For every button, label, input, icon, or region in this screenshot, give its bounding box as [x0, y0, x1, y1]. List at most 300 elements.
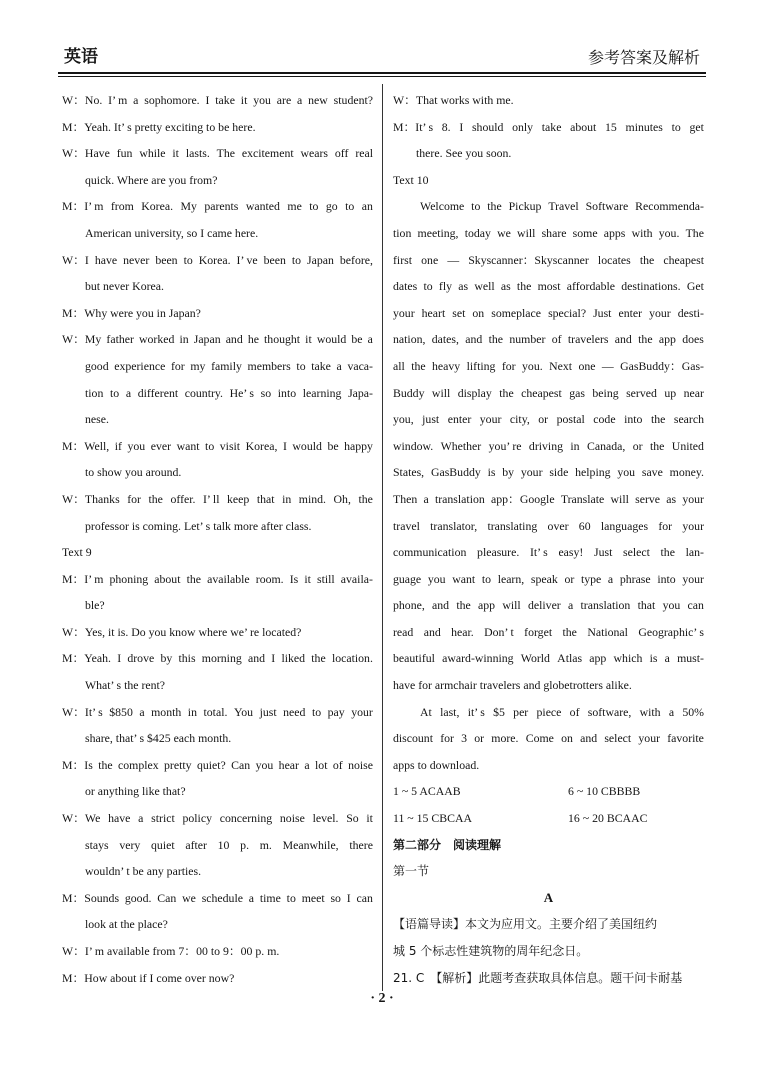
word: Geographic’ s	[638, 624, 704, 639]
word: Meanwhile,	[282, 837, 339, 852]
word: some	[572, 225, 598, 240]
word: into	[277, 385, 297, 400]
word: offer.	[170, 491, 196, 506]
word: can	[356, 890, 373, 905]
word: Japan	[307, 252, 334, 267]
word: side	[549, 465, 569, 480]
paragraph-line	[393, 247, 704, 274]
word: Pickup	[508, 199, 542, 214]
word: M：I’ m	[62, 199, 104, 214]
word: the	[358, 491, 373, 506]
word: on	[561, 731, 573, 746]
word: a	[139, 704, 145, 719]
word: excitement	[241, 146, 294, 161]
word: I	[459, 119, 464, 134]
word: would	[292, 438, 322, 453]
word: must-	[677, 651, 704, 666]
word: which	[613, 651, 643, 666]
dialogue-line: quick. Where are you from?	[85, 172, 218, 187]
word: number	[509, 332, 546, 347]
word: fun	[116, 146, 133, 161]
word: you	[662, 598, 681, 613]
word: or	[538, 412, 549, 427]
word: M：Sounds	[62, 890, 120, 905]
word: thought	[264, 332, 301, 347]
word: that	[256, 491, 275, 506]
word: It’ s	[529, 545, 548, 560]
word: if	[114, 438, 122, 453]
word: phoning	[109, 571, 149, 586]
word: take	[541, 119, 562, 134]
word: your	[649, 305, 671, 320]
word: favorite	[667, 731, 704, 746]
word: get	[689, 119, 704, 134]
word: My	[180, 199, 197, 214]
word: heart	[421, 305, 446, 320]
word: a	[367, 332, 373, 347]
word: translator,	[430, 518, 478, 533]
word: apps	[603, 225, 626, 240]
word: that	[637, 598, 656, 613]
word: the	[639, 252, 655, 267]
word: translating	[487, 518, 538, 533]
word: availa-	[340, 571, 373, 586]
word: At	[420, 704, 432, 719]
word: Korea.	[141, 199, 174, 214]
word: month	[151, 704, 182, 719]
word: into	[624, 412, 643, 427]
word: M：I’ m	[62, 571, 104, 586]
word: M：Is	[62, 757, 93, 772]
word: affordable	[566, 279, 616, 294]
word: Get	[686, 279, 704, 294]
answer-group: 6 ~ 10 CBBBB	[568, 784, 641, 799]
word: I’ m	[108, 93, 128, 107]
word: to	[110, 385, 120, 400]
dialogue-line	[62, 486, 373, 513]
word: pleasure.	[477, 545, 520, 560]
word: been	[155, 252, 178, 267]
word: time	[259, 890, 281, 905]
word: with	[631, 225, 653, 240]
word: dates,	[431, 332, 459, 347]
word: all	[393, 358, 405, 373]
word: want	[176, 438, 200, 453]
word: very	[119, 837, 141, 852]
word: search	[673, 412, 704, 427]
word: is	[487, 465, 496, 480]
word: to	[291, 252, 302, 267]
word: for	[170, 358, 185, 373]
word: M：It’ s	[393, 119, 434, 134]
word: 8.	[441, 119, 451, 134]
word: someplace	[491, 305, 542, 320]
word: it’ s	[467, 704, 485, 719]
dialogue-line	[62, 566, 373, 593]
word: members	[247, 358, 291, 373]
word: by	[502, 465, 515, 480]
dialogue-line: nese.	[85, 412, 109, 427]
word: I’ ll	[203, 491, 220, 506]
answer-row	[393, 778, 704, 805]
word: Can	[157, 890, 177, 905]
word: a	[138, 811, 144, 826]
word: and	[225, 332, 243, 347]
word: policy	[182, 811, 212, 826]
word: over	[547, 518, 569, 533]
word: would	[316, 332, 347, 347]
word: 50%	[682, 704, 704, 719]
passage-guide-line: 城 5 个标志性建筑物的周年纪念日。	[393, 944, 589, 958]
word: United	[671, 438, 704, 453]
word: a	[607, 571, 614, 586]
word: noise	[348, 757, 373, 772]
word: to	[296, 358, 306, 373]
word: as	[458, 279, 469, 294]
word: select	[604, 731, 632, 746]
passage-guide-line: 【语篇导读】本文为应用文。主要介绍了美国纽约	[393, 917, 658, 932]
paragraph-line	[393, 459, 704, 486]
word: W：My	[62, 332, 102, 347]
dialogue-line	[62, 752, 373, 779]
word: so	[330, 890, 341, 905]
word: about	[570, 119, 597, 134]
word: W：Have	[62, 146, 110, 161]
word: a	[568, 598, 574, 613]
word: Next	[549, 358, 573, 373]
word: been	[263, 252, 286, 267]
word: family	[211, 358, 242, 373]
dialogue-line: W：That works with me.	[393, 93, 514, 107]
word: software,	[587, 704, 632, 719]
text-heading: Text 9	[62, 545, 92, 560]
part-heading: 第二部分 阅读理解	[393, 837, 502, 852]
word: the	[638, 332, 653, 347]
word: should	[471, 119, 504, 134]
word: worked	[139, 332, 175, 347]
word: The	[216, 146, 235, 161]
word: still	[317, 571, 335, 586]
word: and	[580, 731, 598, 746]
paragraph-line	[393, 433, 704, 460]
word: Software	[585, 199, 629, 214]
word: of	[551, 332, 562, 347]
paragraph-line	[393, 326, 704, 353]
word: in	[187, 704, 197, 719]
word: and	[423, 624, 441, 639]
word: $850	[109, 704, 133, 719]
word: you,	[393, 412, 414, 427]
dialogue-line	[62, 699, 373, 726]
word: never	[123, 252, 150, 267]
word: Travel	[548, 199, 579, 214]
word: as	[666, 491, 677, 506]
word: student?	[333, 93, 373, 107]
word: —	[601, 358, 614, 373]
word: a	[664, 651, 670, 666]
word: quiet?	[196, 757, 226, 772]
word: you	[617, 465, 636, 480]
word: 60	[578, 518, 591, 533]
dialogue-line: there. See you soon.	[416, 146, 512, 161]
dialogue-line: M：Why were you in Japan?	[62, 305, 201, 320]
word: I’ ve	[236, 252, 258, 267]
word: hear	[278, 757, 299, 772]
word: parents	[204, 199, 239, 214]
word: you	[427, 571, 446, 586]
word: are	[276, 93, 292, 107]
word: learning	[302, 385, 342, 400]
word: I	[117, 651, 122, 666]
paragraph-line	[393, 220, 704, 247]
word: M：Well,	[62, 438, 110, 453]
word: Don’ t	[484, 624, 514, 639]
dialogue-line	[62, 885, 373, 912]
word: Buddy	[393, 385, 425, 400]
word: your	[682, 571, 704, 586]
word: Korea,	[245, 438, 278, 453]
paragraph-line	[393, 619, 704, 646]
word: most	[537, 279, 561, 294]
word: Welcome	[420, 199, 465, 214]
word: of	[569, 704, 580, 719]
word: vaca-	[347, 358, 373, 373]
word: type	[580, 571, 602, 586]
paragraph-line	[393, 592, 704, 619]
dialogue-line	[393, 114, 704, 141]
word: just	[259, 704, 277, 719]
word: to	[471, 199, 481, 214]
subject-label: 英语	[64, 47, 98, 67]
word: pay	[327, 704, 345, 719]
page-number: · 2 ·	[370, 991, 394, 1006]
word: a	[133, 93, 139, 107]
word: W：Thanks	[62, 491, 120, 506]
word: or	[632, 438, 643, 453]
word: app：Google	[491, 491, 555, 506]
word: World	[520, 651, 550, 666]
paragraph-line	[393, 513, 704, 540]
word: fly	[438, 279, 453, 294]
word: an	[361, 199, 373, 214]
word: a	[668, 704, 675, 719]
word: the	[660, 545, 675, 560]
word: in	[179, 332, 189, 347]
word: GasBuddy：Gas-	[620, 358, 704, 373]
word: app	[478, 598, 496, 613]
word: meeting,	[417, 225, 459, 240]
word: so	[260, 385, 272, 400]
dialogue-line	[62, 805, 373, 832]
word: visit	[219, 438, 241, 453]
word: tion	[393, 225, 412, 240]
dialogue-line: W：Yes, it is. Do you know where we’ re located?	[62, 624, 302, 639]
word: the	[499, 385, 514, 400]
word: happy	[344, 438, 373, 453]
word: to	[423, 279, 433, 294]
word: Oh,	[333, 491, 351, 506]
word: piece	[536, 704, 562, 719]
word: for	[658, 518, 673, 533]
word: noise	[279, 811, 305, 826]
word: lifting	[466, 358, 496, 373]
word: will	[517, 225, 536, 240]
word: mind.	[298, 491, 326, 506]
word: deliver	[527, 598, 561, 613]
word: wears	[300, 146, 329, 161]
word: guage	[393, 571, 422, 586]
word: serve	[635, 491, 661, 506]
word: strict	[151, 811, 175, 826]
word: and	[465, 332, 483, 347]
word: we	[182, 890, 196, 905]
word: morning	[201, 651, 242, 666]
word: the	[649, 438, 665, 453]
word: desti-	[677, 305, 704, 320]
dialogue-line: or anything like that?	[85, 784, 186, 799]
word: award-winning	[442, 651, 514, 666]
word: this	[178, 651, 196, 666]
word: it	[366, 811, 373, 826]
word: just	[422, 412, 440, 427]
word: 15	[605, 119, 617, 134]
word: W：No.	[62, 93, 103, 107]
word: or	[474, 731, 485, 746]
dialogue-line: wouldn’ t be any parties.	[85, 864, 202, 879]
word: served	[626, 385, 657, 400]
word: Then	[393, 491, 418, 506]
word: well	[474, 279, 495, 294]
word: be	[351, 332, 363, 347]
word: off	[334, 146, 349, 161]
passage-label: A	[543, 889, 554, 905]
paragraph-line	[393, 486, 704, 513]
word: Recommenda-	[635, 199, 704, 214]
word: he	[247, 332, 259, 347]
word: to	[311, 704, 322, 719]
answer-group: 16 ~ 20 BCAAC	[568, 811, 648, 826]
word: me	[287, 199, 302, 214]
word: So	[346, 811, 359, 826]
word: enter	[618, 305, 643, 320]
word: States,	[393, 465, 425, 480]
word: my	[190, 358, 206, 373]
word: phone,	[393, 598, 425, 613]
word: the	[186, 571, 201, 586]
word: it	[240, 93, 248, 107]
dialogue-line: professor is coming. Let’ s talk more after class.	[85, 518, 312, 533]
word: driving	[528, 438, 563, 453]
word: total.	[203, 704, 228, 719]
word: the	[98, 757, 113, 772]
dialogue-line	[62, 140, 373, 167]
word: the	[487, 199, 502, 214]
word: Atlas	[557, 651, 583, 666]
paragraph-line	[393, 699, 704, 726]
word: you	[127, 438, 146, 453]
word: languages	[600, 518, 649, 533]
word: you	[255, 757, 274, 772]
word: will	[431, 385, 451, 400]
word: meet	[301, 890, 325, 905]
paragraph-line	[393, 539, 704, 566]
word: it	[304, 571, 311, 586]
paragraph-line	[393, 725, 704, 752]
word: country.	[184, 385, 223, 400]
word: is	[649, 651, 658, 666]
word: Canada,	[587, 438, 626, 453]
word: last,	[440, 704, 460, 719]
word: your	[638, 731, 661, 746]
dialogue-line	[62, 87, 373, 114]
word: liked	[281, 651, 306, 666]
word: discount	[393, 731, 433, 746]
word: about	[154, 571, 181, 586]
word: one	[421, 252, 439, 267]
word: nation,	[393, 332, 426, 347]
word: app	[589, 651, 607, 666]
paragraph-line	[393, 273, 704, 300]
word: speak	[530, 571, 558, 586]
word: a	[297, 93, 303, 107]
word: have	[94, 252, 118, 267]
word: I	[271, 651, 276, 666]
dialogue-line	[62, 353, 373, 380]
word: and	[432, 598, 450, 613]
word: can	[687, 598, 704, 613]
paragraph-line: apps to download.	[393, 757, 480, 772]
word: be	[327, 438, 339, 453]
word: there	[349, 837, 373, 852]
header-rule-thin	[58, 76, 706, 77]
word: beautiful	[393, 651, 435, 666]
word: being	[592, 385, 619, 400]
word: your	[682, 518, 704, 533]
dialogue-line: American university, so I came here.	[85, 225, 259, 240]
word: easy!	[558, 545, 584, 560]
word: stays	[85, 837, 109, 852]
word: of	[332, 757, 343, 772]
word: cheapest	[663, 252, 704, 267]
dialogue-line: ble?	[85, 598, 105, 613]
word: Can	[231, 757, 251, 772]
word: need	[283, 704, 306, 719]
word: window.	[393, 438, 434, 453]
word: pretty	[164, 757, 192, 772]
word: first	[393, 252, 413, 267]
word: sophomore.	[144, 93, 200, 107]
word: app	[658, 332, 676, 347]
word: a	[248, 890, 255, 905]
word: heavy	[432, 358, 461, 373]
word: to	[309, 199, 319, 214]
word: for	[127, 491, 141, 506]
word: He’ s	[229, 385, 254, 400]
word: share	[541, 225, 567, 240]
word: before,	[339, 252, 373, 267]
word: display	[457, 385, 492, 400]
word: the	[456, 598, 471, 613]
word: m.	[259, 837, 272, 852]
word: 3	[461, 731, 468, 746]
answer-analysis-line: 21. C 【解析】此题考查获取具体信息。题干问卡耐基	[393, 970, 683, 985]
word: —	[447, 252, 460, 267]
word: want	[452, 571, 476, 586]
document-title: 参考答案及解析	[587, 48, 700, 67]
word: the	[148, 491, 163, 506]
word: translation	[580, 598, 631, 613]
word: dates	[393, 279, 418, 294]
